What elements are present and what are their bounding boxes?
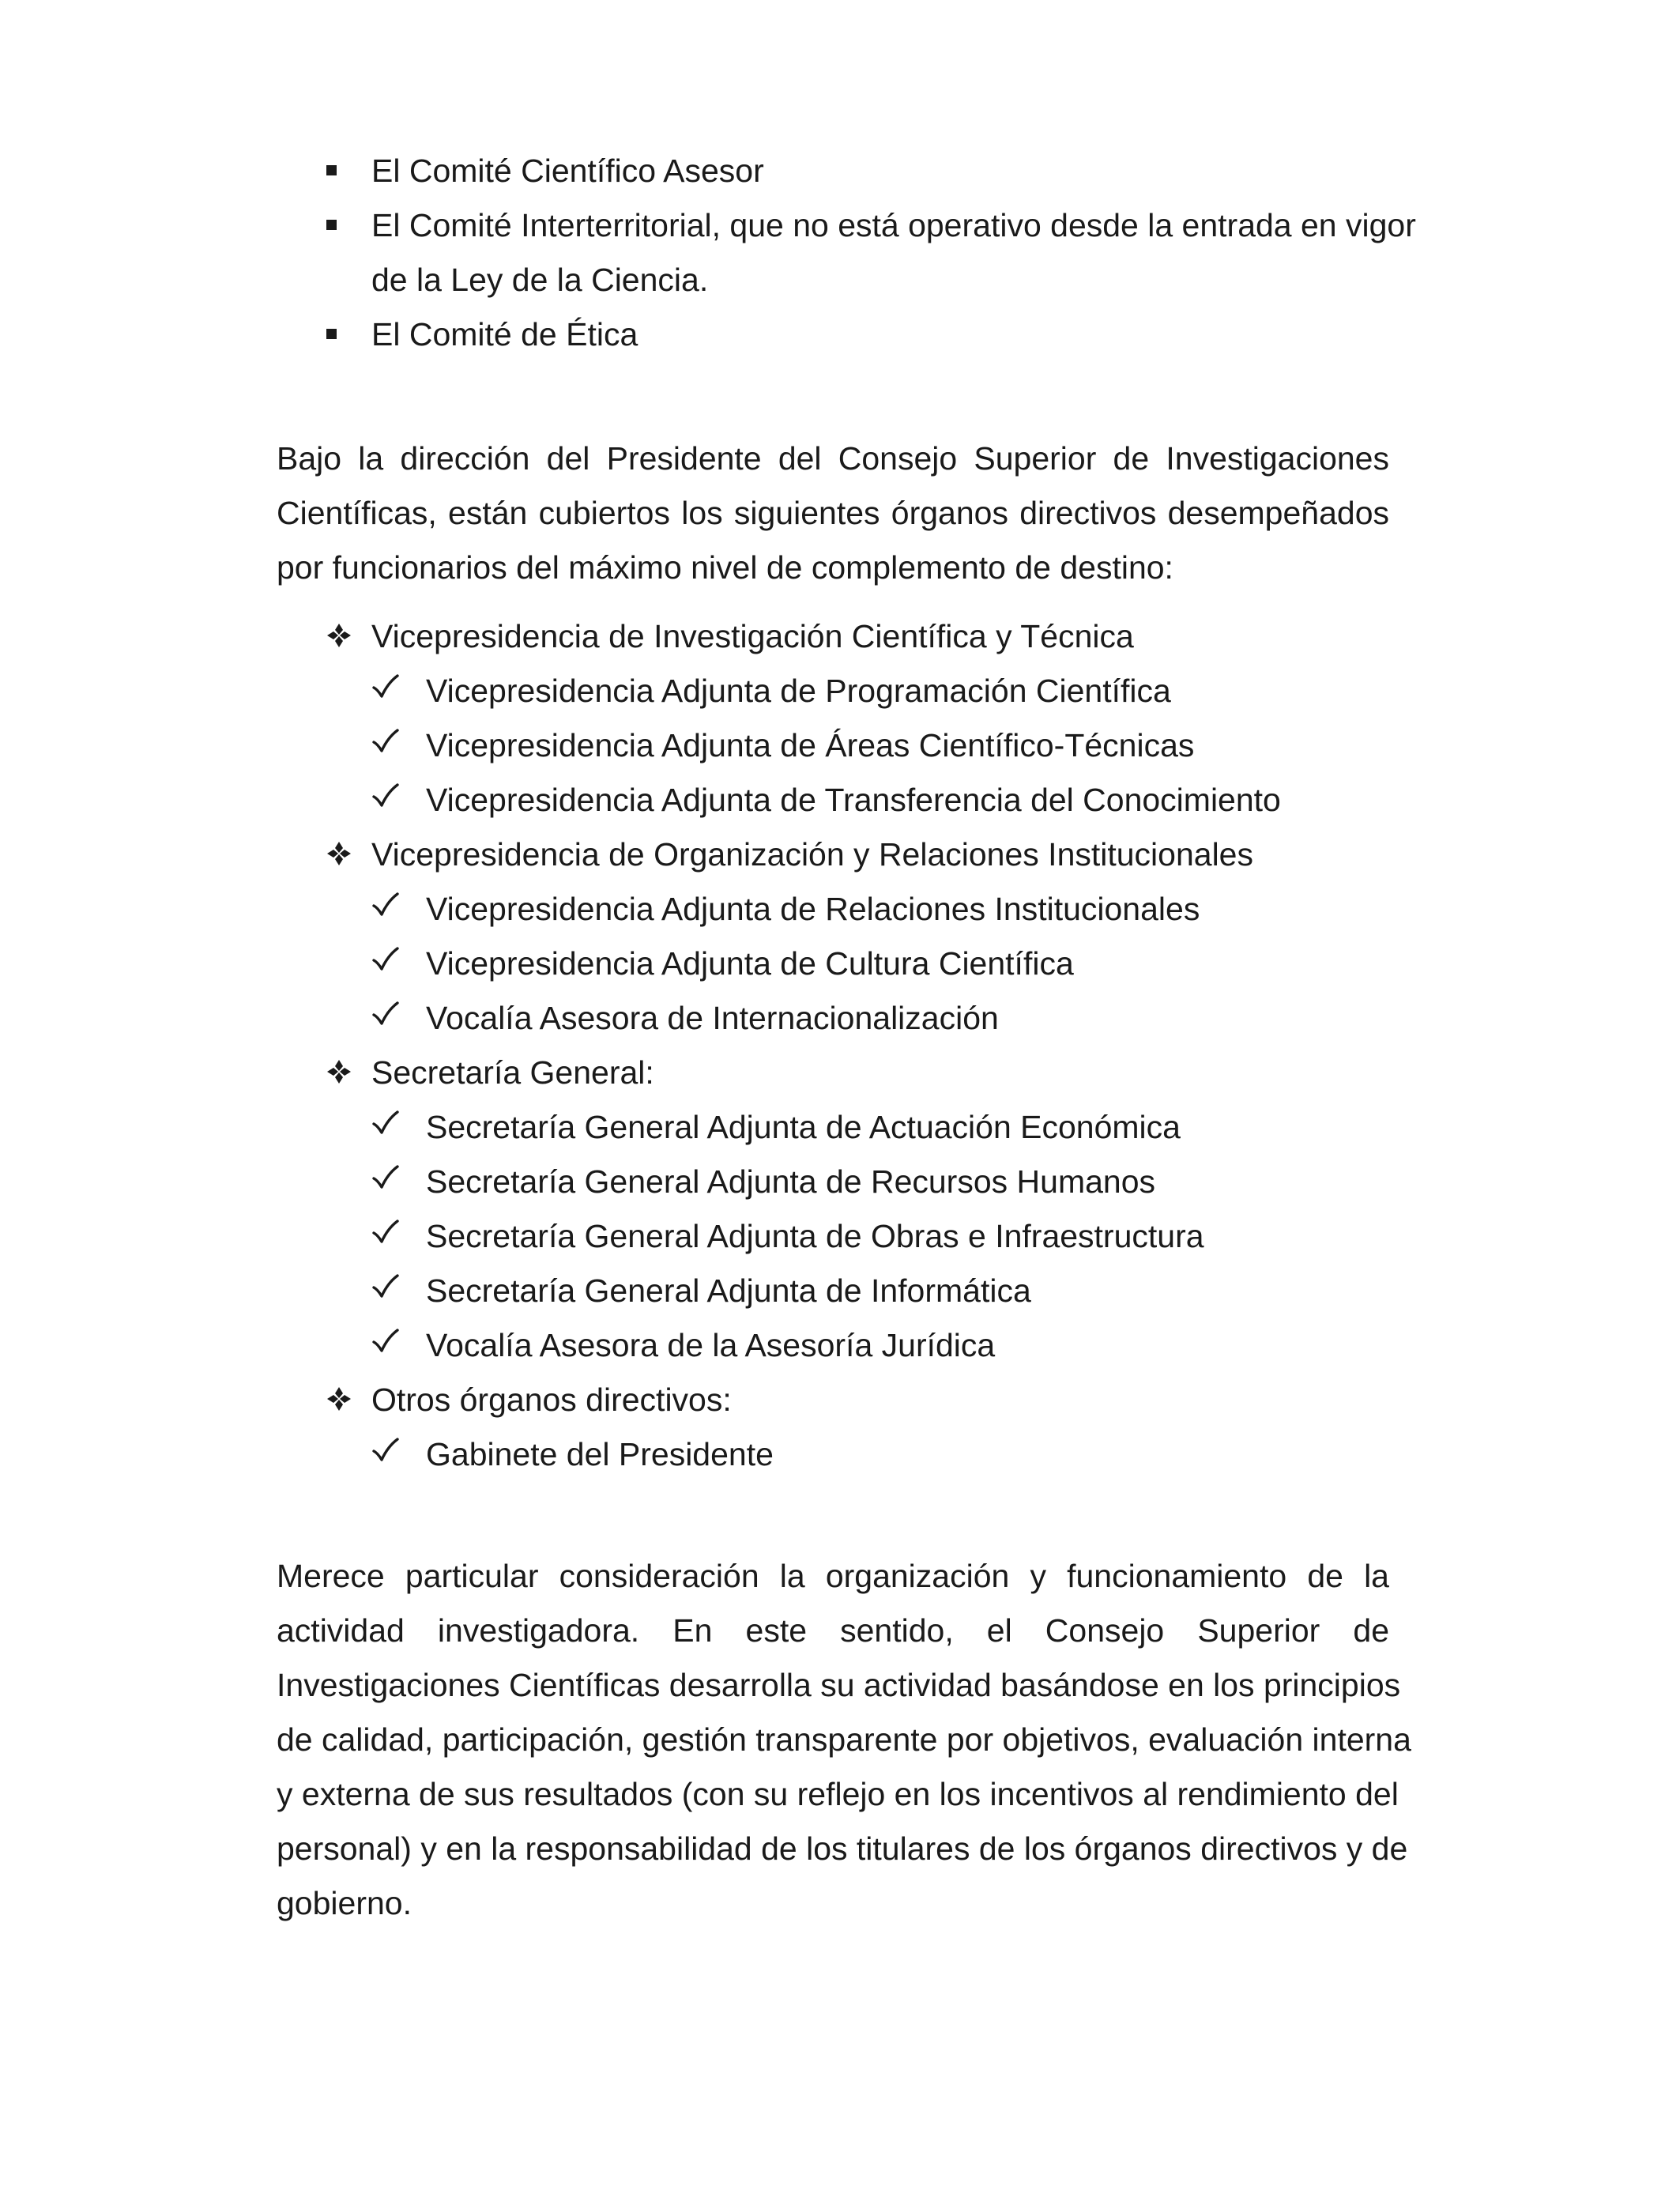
list-item-continuation: de la Ley de la Ciencia. — [371, 262, 709, 298]
organ-title: Secretaría General: — [371, 1054, 654, 1091]
paragraph-line: Científicas, están cubiertos los siguientes órganos directivos desempeñados — [277, 495, 1389, 531]
square-bullet-icon — [326, 165, 337, 175]
check-bullet-icon — [372, 783, 399, 809]
organ-subitem: Gabinete del Presidente — [426, 1436, 774, 1472]
organ-title: Otros órganos directivos: — [371, 1382, 732, 1418]
diamond-bullet-icon — [326, 623, 352, 648]
organ-subitem: Vicepresidencia Adjunta de Áreas Científico-Técnicas — [426, 727, 1195, 763]
check-bullet-icon — [372, 1274, 399, 1299]
paragraph-line: personal) y en la responsabilidad de los titulares de los órganos directivos y de — [277, 1830, 1408, 1867]
paragraph-line: actividad investigadora. En este sentido, el Consejo Superior de — [277, 1612, 1389, 1649]
paragraph-line: y externa de sus resultados (con su reflejo en los incentivos al rendimiento del — [277, 1776, 1399, 1812]
organ-subitem: Secretaría General Adjunta de Obras e Infraestructura — [426, 1218, 1204, 1254]
list-item: El Comité Científico Asesor — [371, 153, 764, 189]
organ-subitem: Vocalía Asesora de Internacionalización — [426, 1000, 999, 1036]
organ-title: Vicepresidencia de Organización y Relaciones Institucionales — [371, 836, 1253, 873]
list-item: El Comité Interterritorial, que no está operativo desde la entrada en vigor — [371, 207, 1416, 243]
paragraph-line: Merece particular consideración la organización y funcionamiento de la — [277, 1558, 1389, 1594]
check-bullet-icon — [372, 1110, 399, 1136]
paragraph-line: Bajo la dirección del Presidente del Consejo Superior de Investigaciones — [277, 440, 1389, 477]
paragraph-line: por funcionarios del máximo nivel de complemento de destino: — [277, 549, 1173, 586]
diamond-bullet-icon — [326, 1386, 352, 1412]
check-bullet-icon — [372, 729, 399, 754]
paragraph-line: de calidad, participación, gestión transparente por objetivos, evaluación interna — [277, 1721, 1411, 1758]
diamond-bullet-icon — [326, 1059, 352, 1084]
square-bullet-icon — [326, 329, 337, 339]
diamond-bullet-icon — [326, 841, 352, 866]
list-item: El Comité de Ética — [371, 316, 638, 352]
organ-subitem: Secretaría General Adjunta de Recursos Humanos — [426, 1163, 1156, 1200]
check-bullet-icon — [372, 1165, 399, 1190]
organ-subitem: Vicepresidencia Adjunta de Transferencia del Conocimiento — [426, 782, 1281, 818]
check-bullet-icon — [372, 947, 399, 972]
organ-subitem: Secretaría General Adjunta de Informática — [426, 1272, 1031, 1309]
check-bullet-icon — [372, 1220, 399, 1245]
organ-subitem: Secretaría General Adjunta de Actuación Económica — [426, 1109, 1181, 1145]
check-bullet-icon — [372, 1329, 399, 1354]
check-bullet-icon — [372, 674, 399, 699]
organ-title: Vicepresidencia de Investigación Científica y Técnica — [371, 618, 1134, 654]
organ-subitem: Vocalía Asesora de la Asesoría Jurídica — [426, 1327, 996, 1363]
check-bullet-icon — [372, 1438, 399, 1463]
organ-subitem: Vicepresidencia Adjunta de Relaciones Institucionales — [426, 891, 1200, 927]
check-bullet-icon — [372, 892, 399, 918]
square-bullet-icon — [326, 220, 337, 230]
organ-subitem: Vicepresidencia Adjunta de Programación Científica — [426, 673, 1171, 709]
paragraph-line: gobierno. — [277, 1885, 412, 1921]
check-bullet-icon — [372, 1001, 399, 1027]
organ-subitem: Vicepresidencia Adjunta de Cultura Científica — [426, 945, 1074, 982]
paragraph-line: Investigaciones Científicas desarrolla su actividad basándose en los principios — [277, 1667, 1401, 1703]
